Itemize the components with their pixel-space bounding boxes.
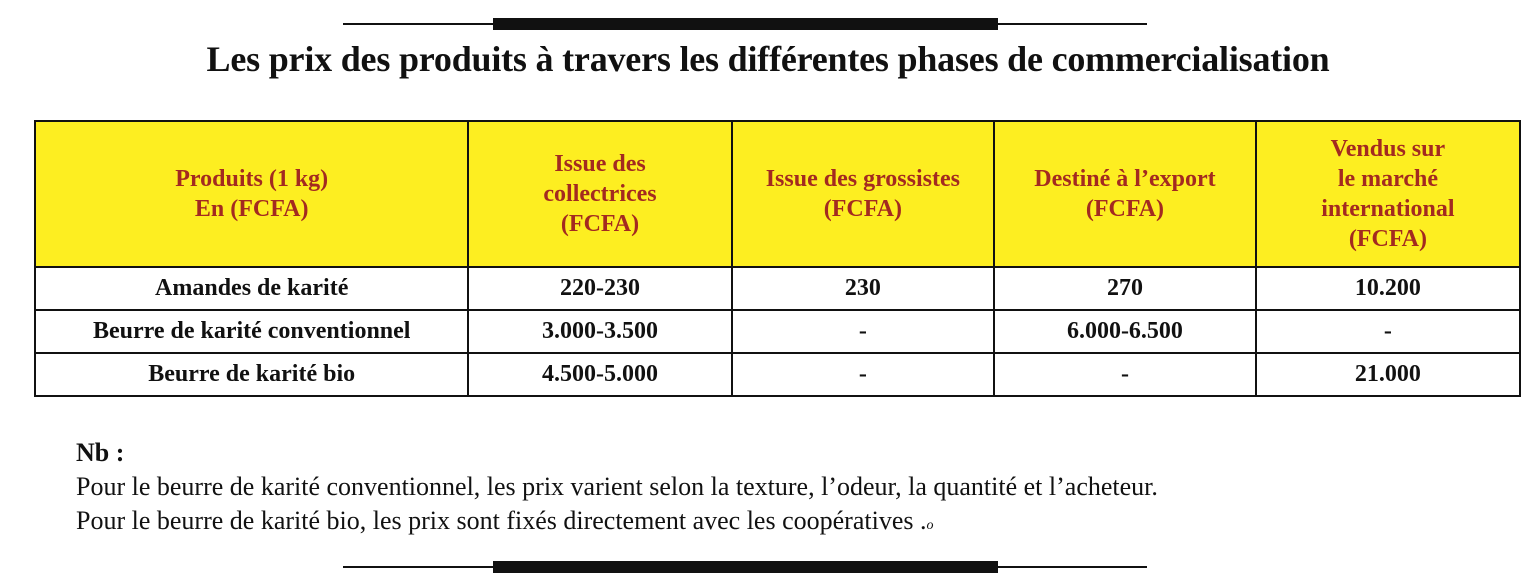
table-header-row xyxy=(35,121,1520,267)
header-line: (FCFA) xyxy=(1085,196,1165,222)
cell-product: Beurre de karité bio xyxy=(35,353,468,396)
header-line: Issue des xyxy=(554,151,646,177)
header-line: (FCFA) xyxy=(560,211,640,237)
note-line-bio-wrapper xyxy=(76,504,1158,543)
header-line: Destiné à l’export xyxy=(1034,166,1216,192)
note-line-conventionnel: Pour le beurre de karité conventionnel, les prix varient selon la texture, l’odeur, la quantité et l’acheteur. xyxy=(76,472,1158,501)
note-line-bio: Pour le beurre de karité bio, les prix sont fixés directement avec les coopératives . xyxy=(76,506,927,535)
header-collectrices xyxy=(468,121,731,267)
header-line: Produits (1 kg) xyxy=(175,166,329,192)
header-grossistes xyxy=(732,121,994,267)
cell-product: Beurre de karité conventionnel xyxy=(35,310,468,353)
bottom-decorative-rule xyxy=(343,561,1147,573)
header-line: collectrices xyxy=(543,181,657,207)
header-line: Vendus sur xyxy=(1330,136,1446,162)
header-marche-international xyxy=(1256,121,1520,267)
cell-export: 270 xyxy=(994,267,1256,310)
cell-grossistes: - xyxy=(732,353,994,396)
cell-grossistes: 230 xyxy=(732,267,994,310)
header-line: international xyxy=(1321,196,1455,222)
cell-export: 6.000-6.500 xyxy=(994,310,1256,353)
top-decorative-rule xyxy=(343,18,1147,30)
cell-grossistes: - xyxy=(732,310,994,353)
top-rule-thick-bar xyxy=(493,18,998,30)
cell-collectrices: 3.000-3.500 xyxy=(468,310,731,353)
cell-international: - xyxy=(1256,310,1520,353)
cell-collectrices: 220-230 xyxy=(468,267,731,310)
cell-export: - xyxy=(994,353,1256,396)
note-end-mark: o xyxy=(926,518,934,533)
table-row xyxy=(35,310,1520,353)
note-label: Nb : xyxy=(76,438,125,467)
header-line: En (FCFA) xyxy=(194,196,309,222)
header-line: le marché xyxy=(1337,166,1438,192)
header-line: (FCFA) xyxy=(1348,226,1427,252)
header-produits xyxy=(35,121,468,267)
table-row xyxy=(35,353,1520,396)
table-row xyxy=(35,267,1520,310)
header-export xyxy=(994,121,1256,267)
cell-collectrices: 4.500-5.000 xyxy=(468,353,731,396)
cell-international: 10.200 xyxy=(1256,267,1520,310)
price-table xyxy=(34,120,1521,397)
cell-product: Amandes de karité xyxy=(35,267,468,310)
header-line: (FCFA) xyxy=(823,196,902,222)
bottom-rule-thick-bar xyxy=(493,561,998,573)
header-line: Issue des grossistes xyxy=(765,166,960,192)
cell-international: 21.000 xyxy=(1256,353,1520,396)
note-block xyxy=(76,436,1158,543)
page-title: Les prix des produits à travers les différentes phases de commercialisation xyxy=(206,39,1330,79)
